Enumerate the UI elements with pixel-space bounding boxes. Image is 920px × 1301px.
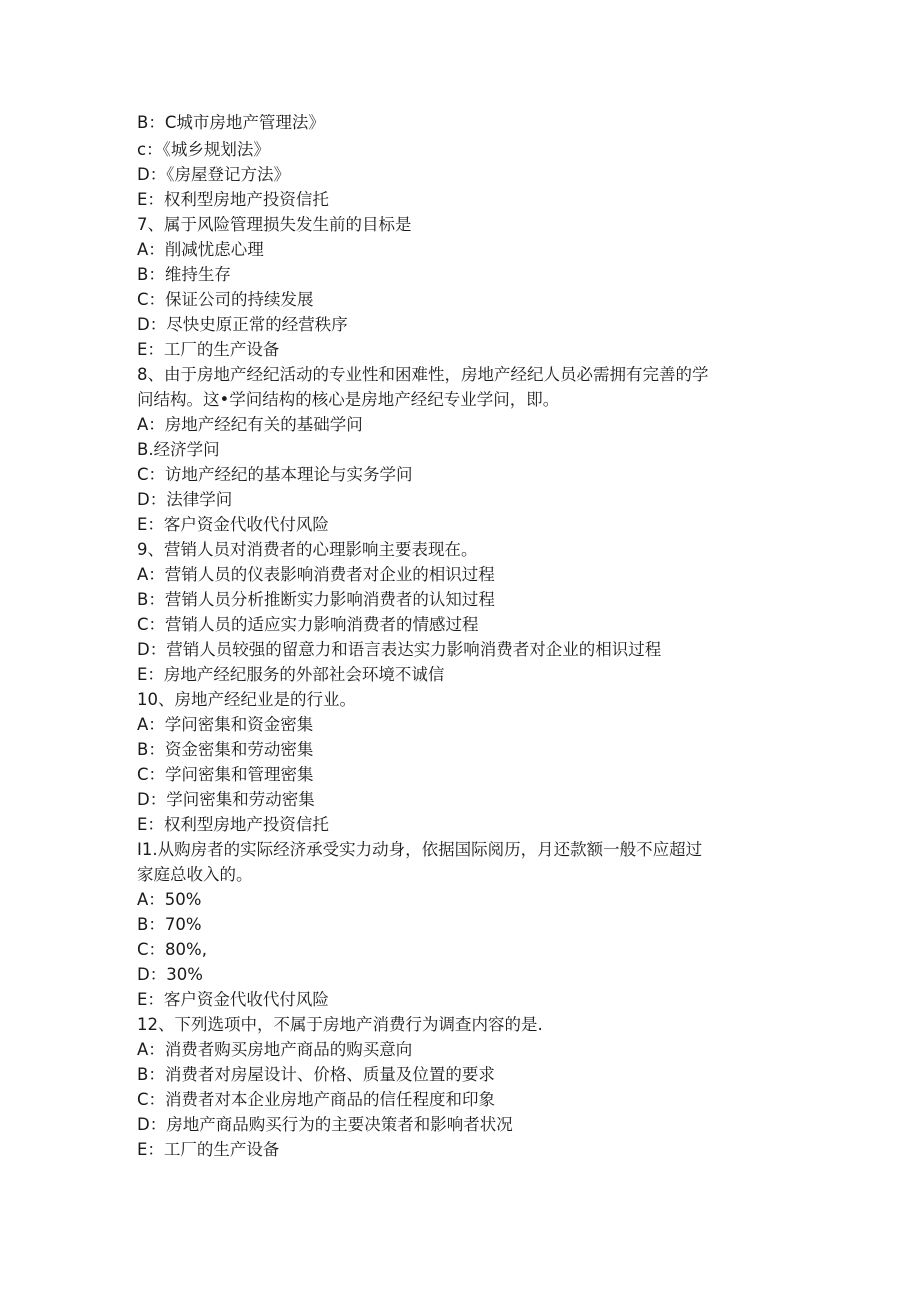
option-line: C：消费者对本企业房地产商品的信任程度和印象 <box>137 1090 496 1109</box>
option-line: B.经济学问 <box>137 440 220 459</box>
option-line: D：尽快史原正常的经营秩序 <box>137 315 348 334</box>
option-line: E：房地产经纪服务的外部社会环境不诚信 <box>137 665 445 684</box>
question-10: 10、房地产经纪业是的行业。 <box>137 690 356 709</box>
option-line: A：营销人员的仪表影响消费者对企业的相识过程 <box>137 565 495 584</box>
option-line: B：维持生存 <box>137 265 231 284</box>
option-line: C：访地产经纪的基本理论与实务学问 <box>137 465 413 484</box>
option-line: C：保证公司的持续发展 <box>137 290 314 309</box>
option-line: E：权利型房地产投资信托 <box>137 815 329 834</box>
question-11-continued: 家庭总收入的。 <box>137 865 253 884</box>
option-line: A：削减忧虑心理 <box>137 240 264 259</box>
question-12: 12、下列选项中，不属于房地产消费行为调查内容的是. <box>137 1015 543 1034</box>
option-line: E：客户资金代收代付风险 <box>137 990 329 1009</box>
option-line: C：80%, <box>137 940 207 959</box>
option-line: D：营销人员较强的留意力和语言表达实力影响消费者对企业的相识过程 <box>137 640 662 659</box>
option-line: A：房地产经纪有关的基础学问 <box>137 415 363 434</box>
option-line: B：70% <box>137 915 202 934</box>
option-line: D：《房屋登记方法》 <box>137 165 290 184</box>
option-line: D：30% <box>137 965 203 984</box>
option-line: A：50% <box>137 890 202 909</box>
option-line: D：法律学问 <box>137 490 233 509</box>
question-8-continued: 问结构。这•学问结构的核心是房地产经纪专业学问，即。 <box>137 390 560 409</box>
question-11: I1.从购房者的实际经济承受实力动身，依据国际阅历，月还款额一般不应超过 <box>137 840 703 859</box>
question-7: 7、属于风险管理损失发生前的目标是 <box>137 215 412 234</box>
question-9: 9、营销人员对消费者的心理影响主要表现在。 <box>137 540 478 559</box>
option-line: D：房地产商品购买行为的主要决策者和影响者状况 <box>137 1115 513 1134</box>
option-line: D：学问密集和劳动密集 <box>137 790 315 809</box>
option-line: A：消费者购买房地产商品的购买意向 <box>137 1040 413 1059</box>
option-line: E：工厂的生产设备 <box>137 340 280 359</box>
option-line: B：消费者对房屋设计、价格、质量及位置的要求 <box>137 1065 495 1084</box>
option-line: c：《城乡规划法》 <box>137 140 270 159</box>
option-line: B：资金密集和劳动密集 <box>137 740 314 759</box>
option-line: A：学问密集和资金密集 <box>137 715 314 734</box>
option-line: E：客户资金代收代付风险 <box>137 515 329 534</box>
question-8: 8、由于房地产经纪活动的专业性和困难性，房地产经纪人员必需拥有完善的学 <box>137 365 709 384</box>
option-line: E：工厂的生产设备 <box>137 1140 280 1159</box>
option-line: C：学问密集和管理密集 <box>137 765 314 784</box>
option-line: C：营销人员的适应实力影响消费者的情感过程 <box>137 615 479 634</box>
option-line: B：营销人员分析推断实力影响消费者的认知过程 <box>137 590 495 609</box>
document-body <box>137 110 797 1162</box>
option-line: E：权利型房地产投资信托 <box>137 190 329 209</box>
option-line: B：C城市房地产管理法》 <box>137 113 325 132</box>
